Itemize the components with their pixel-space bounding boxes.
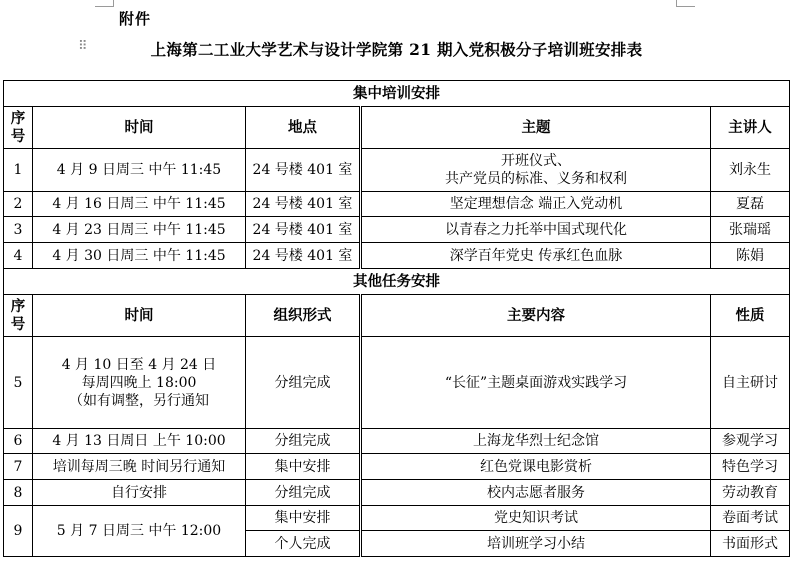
table-row <box>4 217 790 243</box>
cell-form: 分组完成 <box>246 337 361 429</box>
cell-nature: 卷面考试 <box>711 506 790 531</box>
attachment-label: 附件 <box>119 10 152 28</box>
header-form: 组织形式 <box>246 295 361 337</box>
section-title-other: 其他任务安排 <box>4 269 790 295</box>
cell-seq: 7 <box>4 454 33 480</box>
header-speaker: 主讲人 <box>711 107 790 149</box>
cell-topic: 以青春之力托举中国式现代化 <box>361 217 711 243</box>
cell-time: 自行安排 <box>33 480 246 506</box>
schedule-table <box>3 80 790 557</box>
cell-speaker: 夏磊 <box>711 192 790 217</box>
table-row <box>4 429 790 454</box>
cell-time: 4 月 16 日周三 中午 11:45 <box>33 192 246 217</box>
cell-speaker: 刘永生 <box>711 149 790 192</box>
cell-place: 24 号楼 401 室 <box>246 217 361 243</box>
table-header-row <box>4 295 790 337</box>
table-row <box>4 149 790 192</box>
cell-time: 4 月 9 日周三 中午 11:45 <box>33 149 246 192</box>
cell-form: 分组完成 <box>246 480 361 506</box>
table-row <box>4 480 790 506</box>
cell-content: 培训班学习小结 <box>361 531 711 557</box>
table-header-row <box>4 107 790 149</box>
table-row <box>4 506 790 531</box>
cell-topic: 坚定理想信念 端正入党动机 <box>361 192 711 217</box>
cell-nature: 参观学习 <box>711 429 790 454</box>
cell-place: 24 号楼 401 室 <box>246 149 361 192</box>
cell-seq: 2 <box>4 192 33 217</box>
cell-form: 集中安排 <box>246 506 361 531</box>
cell-nature: 自主研讨 <box>711 337 790 429</box>
header-time: 时间 <box>33 295 246 337</box>
cell-speaker: 张瑞瑶 <box>711 217 790 243</box>
document-title: 上海第二工业大学艺术与设计学院第 21 期入党积极分子培训班安排表 <box>150 40 643 59</box>
time-line: （如有调整，另行通知 <box>69 392 209 409</box>
cell-seq: 9 <box>4 506 33 557</box>
header-nature: 性质 <box>711 295 790 337</box>
cell-time <box>33 337 246 429</box>
cell-seq: 3 <box>4 217 33 243</box>
header-content: 主要内容 <box>361 295 711 337</box>
cell-place: 24 号楼 401 室 <box>246 243 361 269</box>
cell-nature: 劳动教育 <box>711 480 790 506</box>
topic-line: 共产党员的标准、义务和权利 <box>445 171 627 187</box>
cell-seq: 4 <box>4 243 33 269</box>
section-header-row <box>4 81 790 107</box>
cell-seq: 1 <box>4 149 33 192</box>
cell-speaker: 陈娟 <box>711 243 790 269</box>
header-seq: 序号 <box>4 295 33 337</box>
drag-handle-icon[interactable]: ⠿ <box>78 39 86 54</box>
cell-time: 培训每周三晚 时间另行通知 <box>33 454 246 480</box>
table-row <box>4 243 790 269</box>
cell-time: 4 月 13 日周日 上午 10:00 <box>33 429 246 454</box>
cell-content: 校内志愿者服务 <box>361 480 711 506</box>
cell-time: 4 月 23 日周三 中午 11:45 <box>33 217 246 243</box>
cell-content: “长征”主题桌面游戏实践学习 <box>361 337 711 429</box>
header-topic: 主题 <box>361 107 711 149</box>
cell-form: 集中安排 <box>246 454 361 480</box>
cell-seq: 6 <box>4 429 33 454</box>
cell-time: 4 月 30 日周三 中午 11:45 <box>33 243 246 269</box>
page-corner-mark-left <box>95 0 114 7</box>
cell-topic <box>361 149 711 192</box>
header-place: 地点 <box>246 107 361 149</box>
cell-content: 党史知识考试 <box>361 506 711 531</box>
cell-content: 上海龙华烈士纪念馆 <box>361 429 711 454</box>
section-title-centralized: 集中培训安排 <box>4 81 790 107</box>
section-header-row <box>4 269 790 295</box>
time-line: 每周四晚上 18:00 <box>81 374 197 391</box>
page-corner-mark-right <box>676 0 695 7</box>
cell-content: 红色党课电影赏析 <box>361 454 711 480</box>
header-time: 时间 <box>33 107 246 149</box>
cell-nature: 特色学习 <box>711 454 790 480</box>
header-seq: 序号 <box>4 107 33 149</box>
cell-nature: 书面形式 <box>711 531 790 557</box>
table-row <box>4 192 790 217</box>
cell-form: 分组完成 <box>246 429 361 454</box>
cell-seq: 8 <box>4 480 33 506</box>
cell-form: 个人完成 <box>246 531 361 557</box>
cell-time: 5 月 7 日周三 中午 12:00 <box>33 506 246 557</box>
cell-topic: 深学百年党史 传承红色血脉 <box>361 243 711 269</box>
table-row <box>4 454 790 480</box>
time-line: 4 月 10 日至 4 月 24 日 <box>61 356 217 373</box>
cell-place: 24 号楼 401 室 <box>246 192 361 217</box>
cell-seq: 5 <box>4 337 33 429</box>
table-row <box>4 337 790 429</box>
topic-line: 开班仪式、 <box>501 153 571 169</box>
